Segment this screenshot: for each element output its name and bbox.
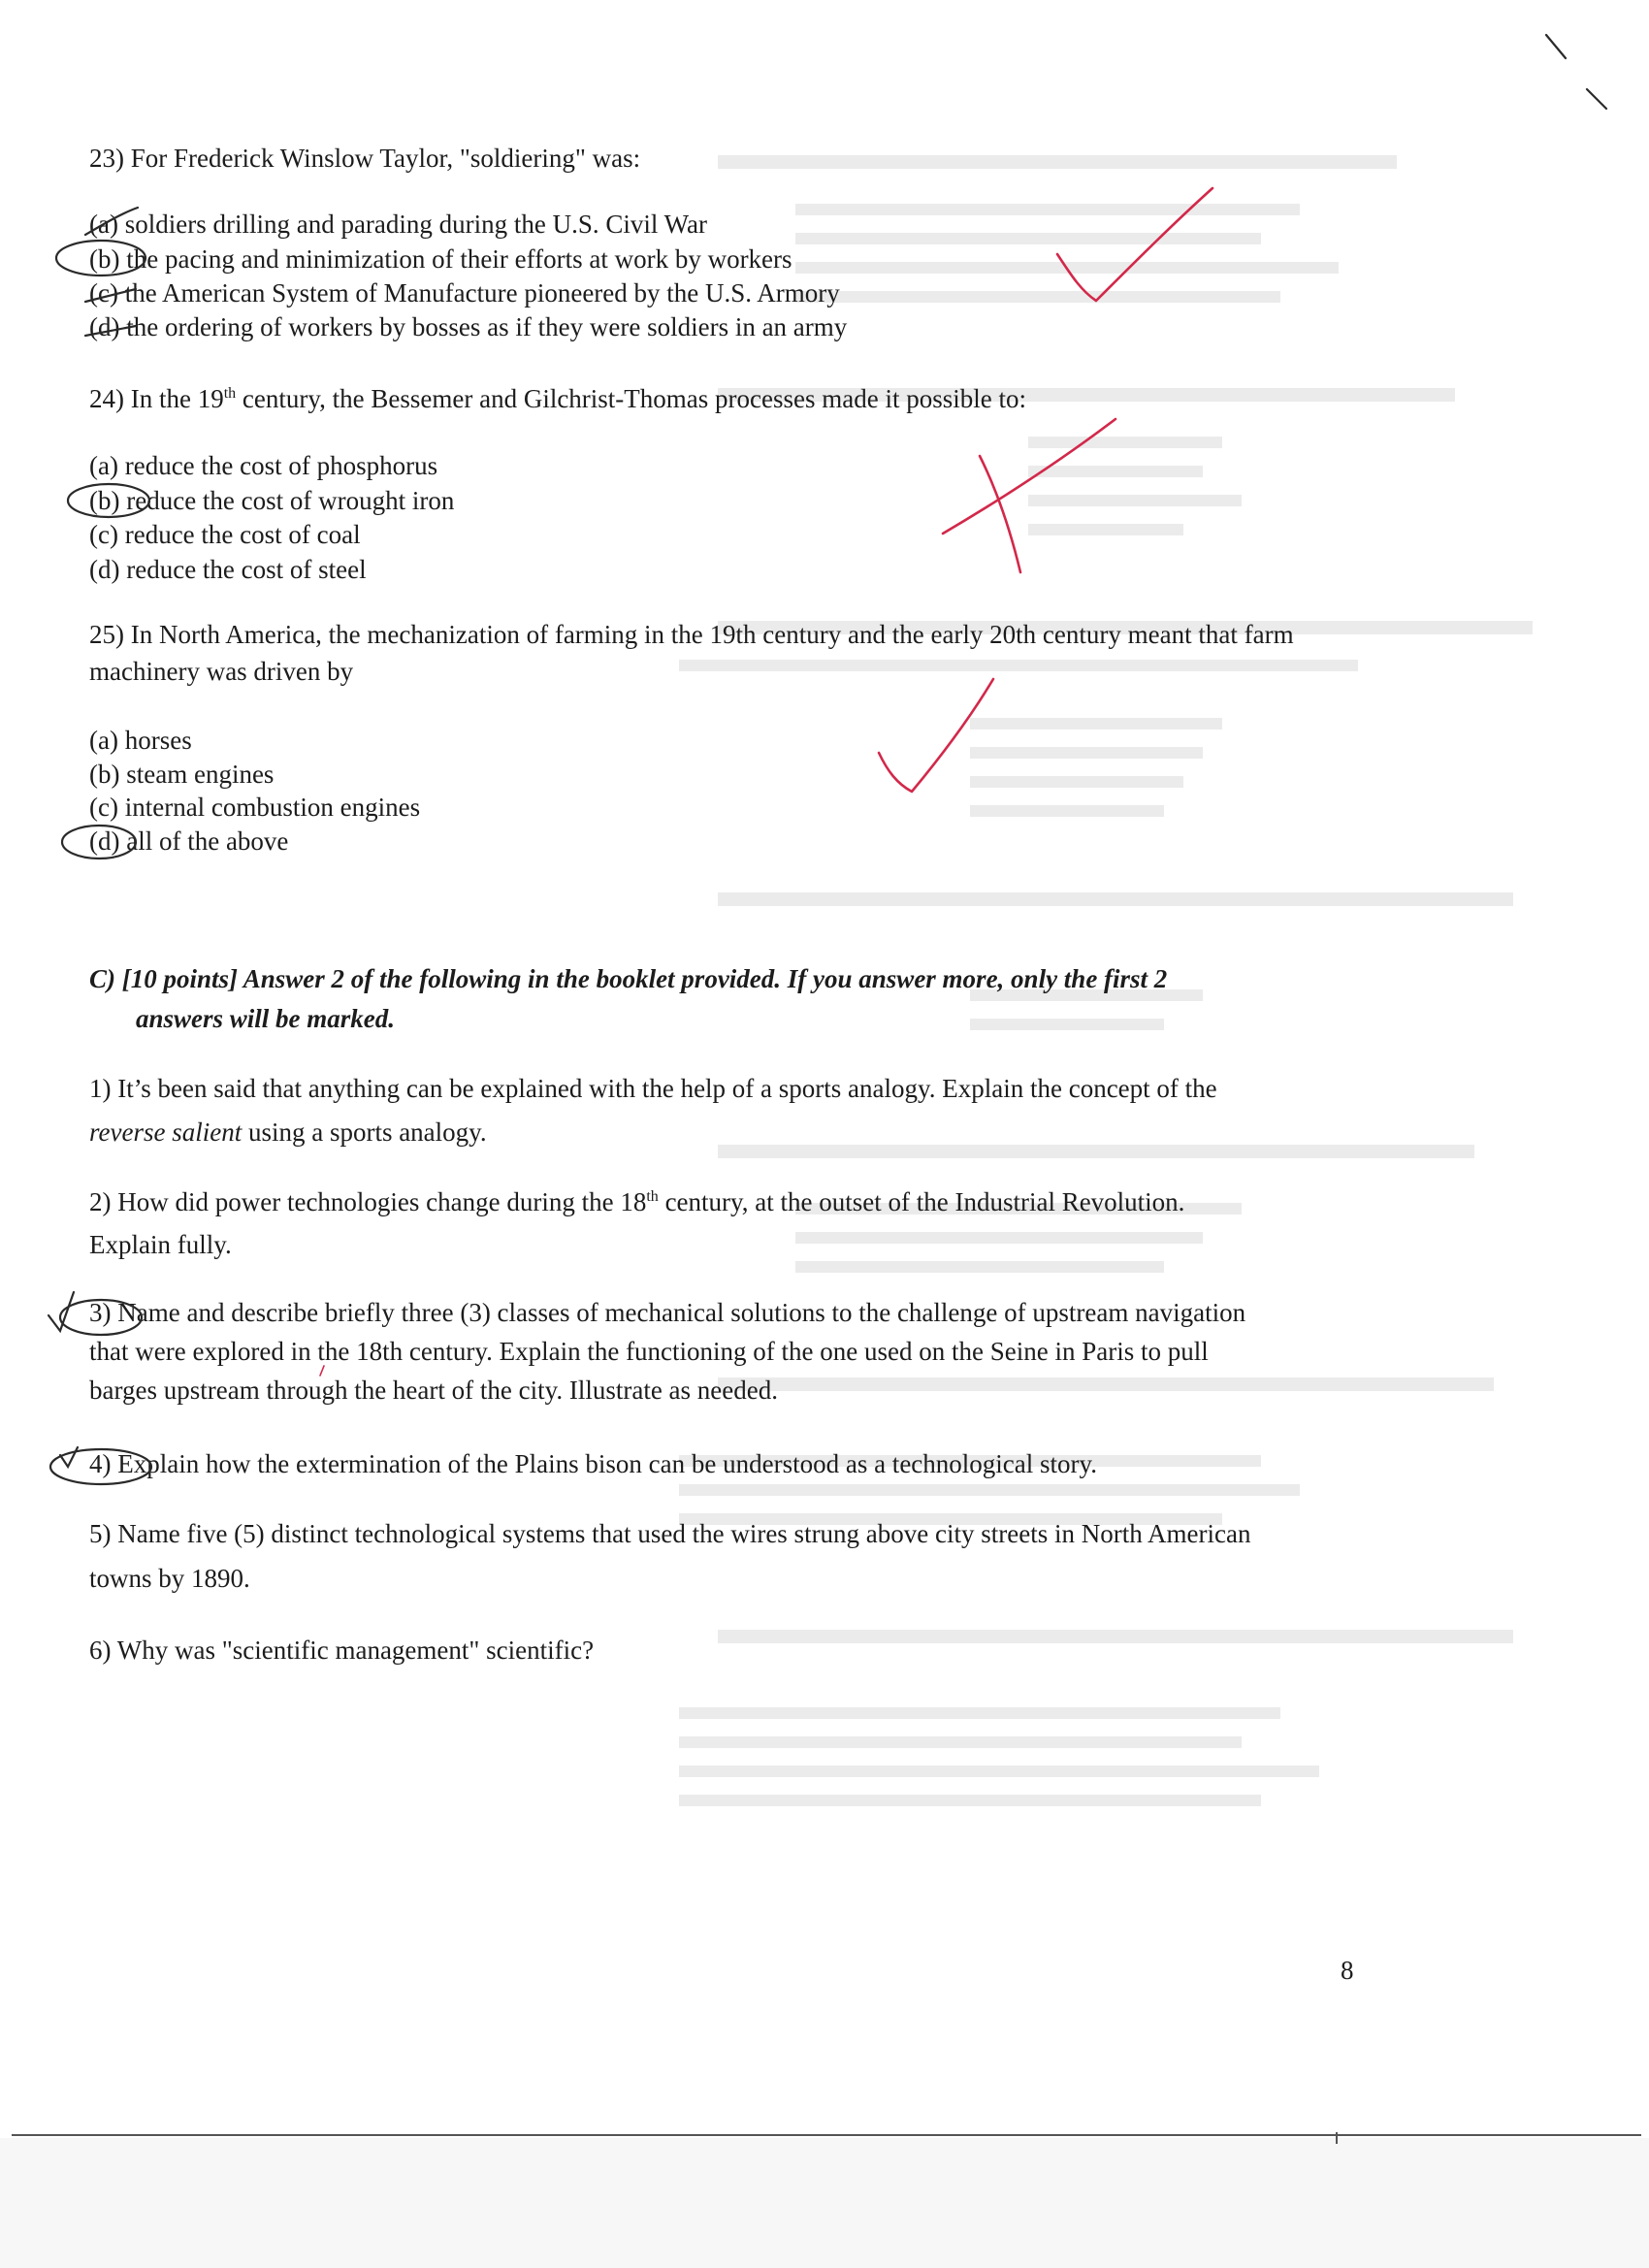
- question-23: 23) For Frederick Winslow Taylor, "soldiering" was:: [89, 144, 641, 173]
- q24-option-b: (b) reduce the cost of wrought iron: [89, 486, 455, 515]
- reverse-salient-term: reverse salient: [89, 1118, 242, 1147]
- section-c-heading-line-1: C) [10 points] Answer 2 of the following in the booklet provided. If you answer more, only the first 2: [89, 964, 1168, 993]
- essay-2-text-post: century, at the outset of the Industrial Revolution.: [658, 1187, 1185, 1216]
- essay-2-superscript: th: [646, 1188, 659, 1205]
- essay-1-line-2-rest: using a sports analogy.: [242, 1118, 487, 1147]
- q23-option-c: (c) the American System of Manufacture pioneered by the U.S. Armory: [89, 278, 840, 308]
- essay-3-line-2: that were explored in the 18th century. Explain the functioning of the one used on the Seine in Paris to pull: [89, 1337, 1209, 1366]
- question-24-text-post: century, the Bessemer and Gilchrist-Thomas processes made it possible to:: [236, 384, 1026, 413]
- corner-stroke-2: [1587, 89, 1606, 109]
- q25-option-c: (c) internal combustion engines: [89, 793, 421, 822]
- question-24-text-pre: 24) In the 19: [89, 384, 224, 413]
- q23-option-d: (d) the ordering of workers by bosses as if they were soldiers in an army: [89, 312, 848, 341]
- essay-2-line-2: Explain fully.: [89, 1230, 232, 1259]
- q25-option-a: (a) horses: [89, 726, 192, 755]
- scan-edge-line: [12, 2134, 1641, 2136]
- essay-5-line-1: 5) Name five (5) distinct technological systems that used the wires strung above city streets in North American: [89, 1519, 1251, 1548]
- scan-bottom-margin: [0, 2138, 1649, 2268]
- q24-red-cross-stroke-2: [980, 456, 1020, 572]
- page-number: 8: [1341, 1956, 1354, 1985]
- corner-stroke-1: [1546, 35, 1566, 58]
- essay-2-text-pre: 2) How did power technologies change during the 18: [89, 1187, 647, 1216]
- essay-2-line-1: [89, 1185, 1184, 1218]
- essay-3-line-3: barges upstream through the heart of the city. Illustrate as needed.: [89, 1376, 779, 1405]
- essay-3-line-1: 3) Name and describe briefly three (3) classes of mechanical solutions to the challenge of upstream navigation: [89, 1298, 1246, 1327]
- essay-4-pencil-check-icon: [60, 1447, 78, 1467]
- scan-edge-tick: [1336, 2132, 1338, 2144]
- q24-option-a: (a) reduce the cost of phosphorus: [89, 451, 438, 480]
- essay-1-line-1: 1) It’s been said that anything can be explained with the help of a sports analogy. Explain the concept of the: [89, 1074, 1217, 1103]
- question-25-line-1: 25) In North America, the mechanization of farming in the 19th century and the early 20th century meant that farm: [89, 620, 1294, 649]
- q25-red-check-icon: [879, 679, 993, 792]
- essay-6: 6) Why was "scientific management" scientific?: [89, 1636, 595, 1665]
- question-24-superscript: th: [223, 385, 237, 402]
- q23-option-b: (b) the pacing and minimization of their efforts at work by workers: [89, 244, 792, 274]
- q25-option-d: (d) all of the above: [89, 826, 289, 856]
- question-24: [89, 382, 1026, 415]
- q23-red-check-icon: [1057, 188, 1212, 301]
- q24-option-d: (d) reduce the cost of steel: [89, 555, 367, 584]
- q24-red-cross-stroke-1: [943, 419, 1116, 534]
- essay-1-line-2: [89, 1116, 487, 1149]
- section-c-heading-line-2: answers will be marked.: [136, 1004, 396, 1033]
- q24-option-c: (c) reduce the cost of coal: [89, 520, 361, 549]
- question-25-line-2: machinery was driven by: [89, 657, 354, 686]
- essay-4: 4) Explain how the extermination of the Plains bison can be understood as a technological story.: [89, 1449, 1097, 1478]
- essay-5-line-2: towns by 1890.: [89, 1564, 250, 1593]
- q23-option-a: (a) soldiers drilling and parading during the U.S. Civil War: [89, 210, 707, 239]
- q25-option-b: (b) steam engines: [89, 760, 275, 789]
- essay-3-pencil-check-icon: [48, 1292, 74, 1331]
